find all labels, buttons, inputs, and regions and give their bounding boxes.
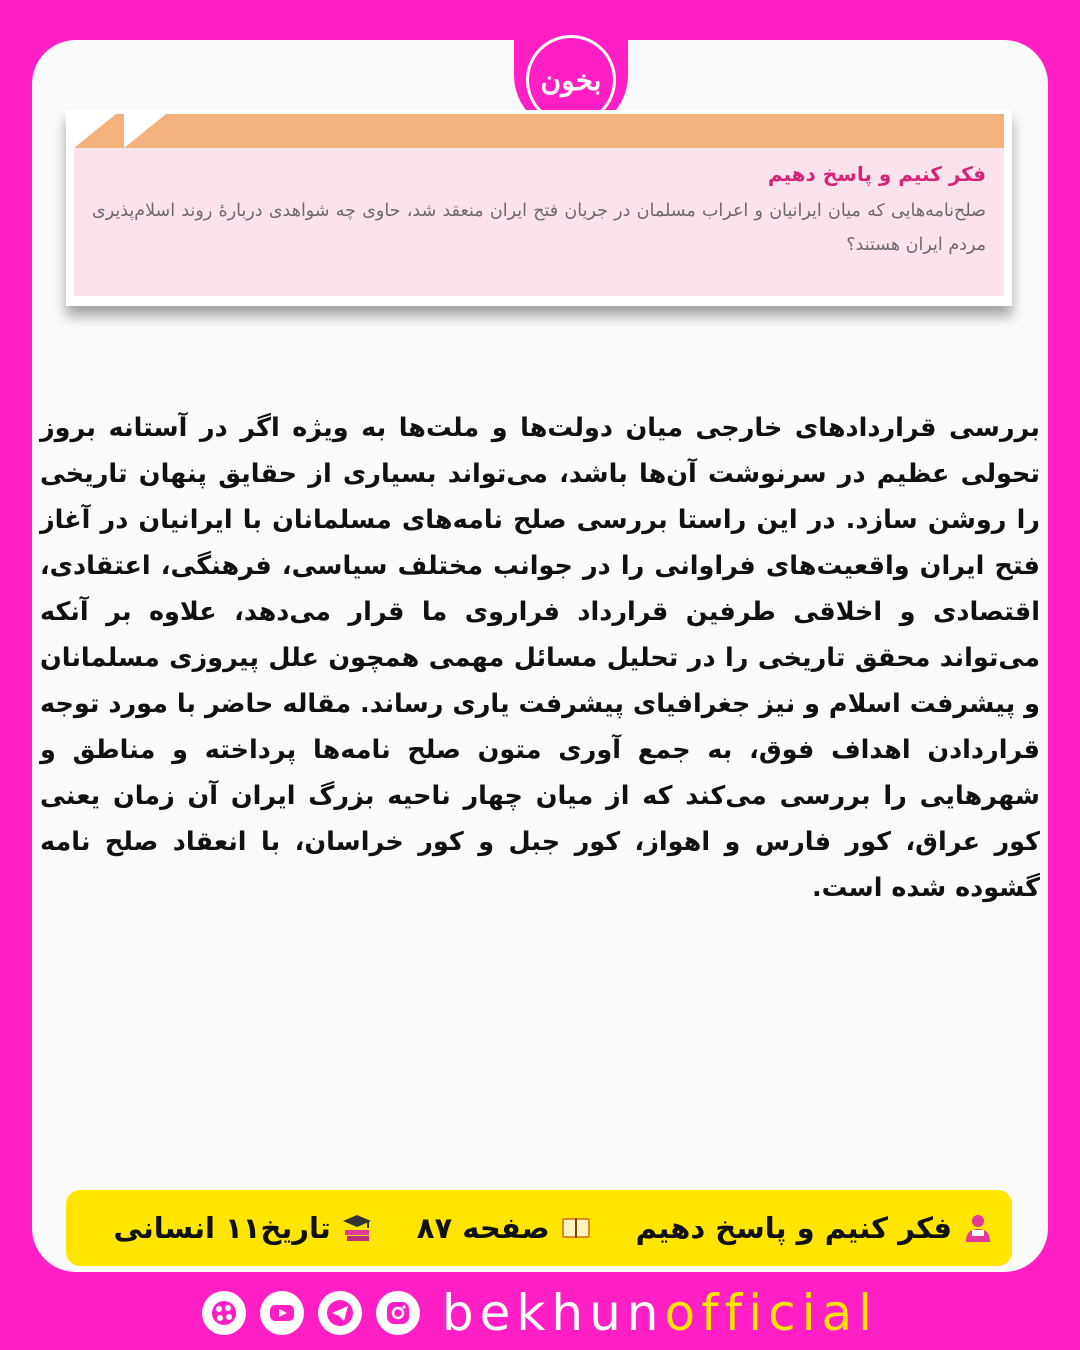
brand-handle-part2: official <box>664 1284 879 1342</box>
instagram-icon[interactable] <box>376 1291 420 1335</box>
answer-text: بررسی قراردادهای خارجی میان دولت‌ها و ملت‌ها به ویژه اگر در آستانه بروز تحولی عظیم در سرنوشت آن‌ها باشد، می‌تواند بسیاری از حقایق پنهان تاریخی را روشن سازد. در این راستا بررسی صلح نامه‌های مسلمانان با ایرانیان در آغاز فتح ایران واقعیت‌های فراوانی را در جوانب مختلف سیاسی، فرهنگی، اعتقادی، اقتصادی و اخلاقی طرفین قرارداد فراروی ما قرار می‌دهد، علاوه بر آنکه می‌تواند محقق تاریخی را در تحلیل مسائل مهمی همچون علل پیروزی مسلمانان و پیشرفت اسلام و نیز جغرافیای پیشرفت یاری رساند. مقاله حاضر با مورد توجه قراردادن اهداف فوق، به جمع آوری متون صلح نامه‌ها پرداخته و مناطق و شهرهایی را بررسی می‌کند که از میان چهار ناحیه بزرگ ایران آن زمان یعنی کور عراق، کور فارس و اهواز، کور جبل و کور خراسان، با انعقاد صلح نامه گشوده شده است. <box>40 413 1040 903</box>
footer-book-label: تاریخ۱۱ انسانی <box>113 1211 331 1245</box>
social-bar <box>0 1282 1080 1344</box>
youtube-icon[interactable] <box>260 1291 304 1335</box>
footer-book <box>114 1211 373 1245</box>
telegram-icon[interactable] <box>318 1291 362 1335</box>
graduation-books-icon <box>341 1212 373 1244</box>
decor-triangle <box>74 114 116 148</box>
brand-handle-part1: bekhun <box>441 1284 665 1342</box>
question-heading: فکر کنیم و پاسخ دهیم <box>767 162 986 186</box>
aparat-icon[interactable] <box>202 1291 246 1335</box>
open-book-icon <box>560 1212 592 1244</box>
footer-section <box>636 1211 994 1245</box>
teacher-icon <box>962 1212 994 1244</box>
question-body <box>74 148 1004 296</box>
question-header-strip <box>74 114 1004 148</box>
footer-section-label: فکر کنیم و پاسخ دهیم <box>635 1211 952 1245</box>
footer-page <box>417 1211 592 1245</box>
textbook-question-box <box>66 110 1012 306</box>
decor-triangle <box>124 114 166 148</box>
brand-handle[interactable] <box>442 1284 878 1342</box>
footer-page-label: صفحه ۸۷ <box>416 1211 550 1245</box>
logo-text: بخون <box>540 63 602 97</box>
question-text: صلح‌نامه‌هایی که میان ایرانیان و اعراب مسلمان در جریان فتح ایران منعقد شد، حاوی چه شواهدی دربارهٔ روند اسلام‌پذیری مردم ایران هستند؟ <box>92 201 986 255</box>
footer-info-bar <box>66 1190 1012 1266</box>
